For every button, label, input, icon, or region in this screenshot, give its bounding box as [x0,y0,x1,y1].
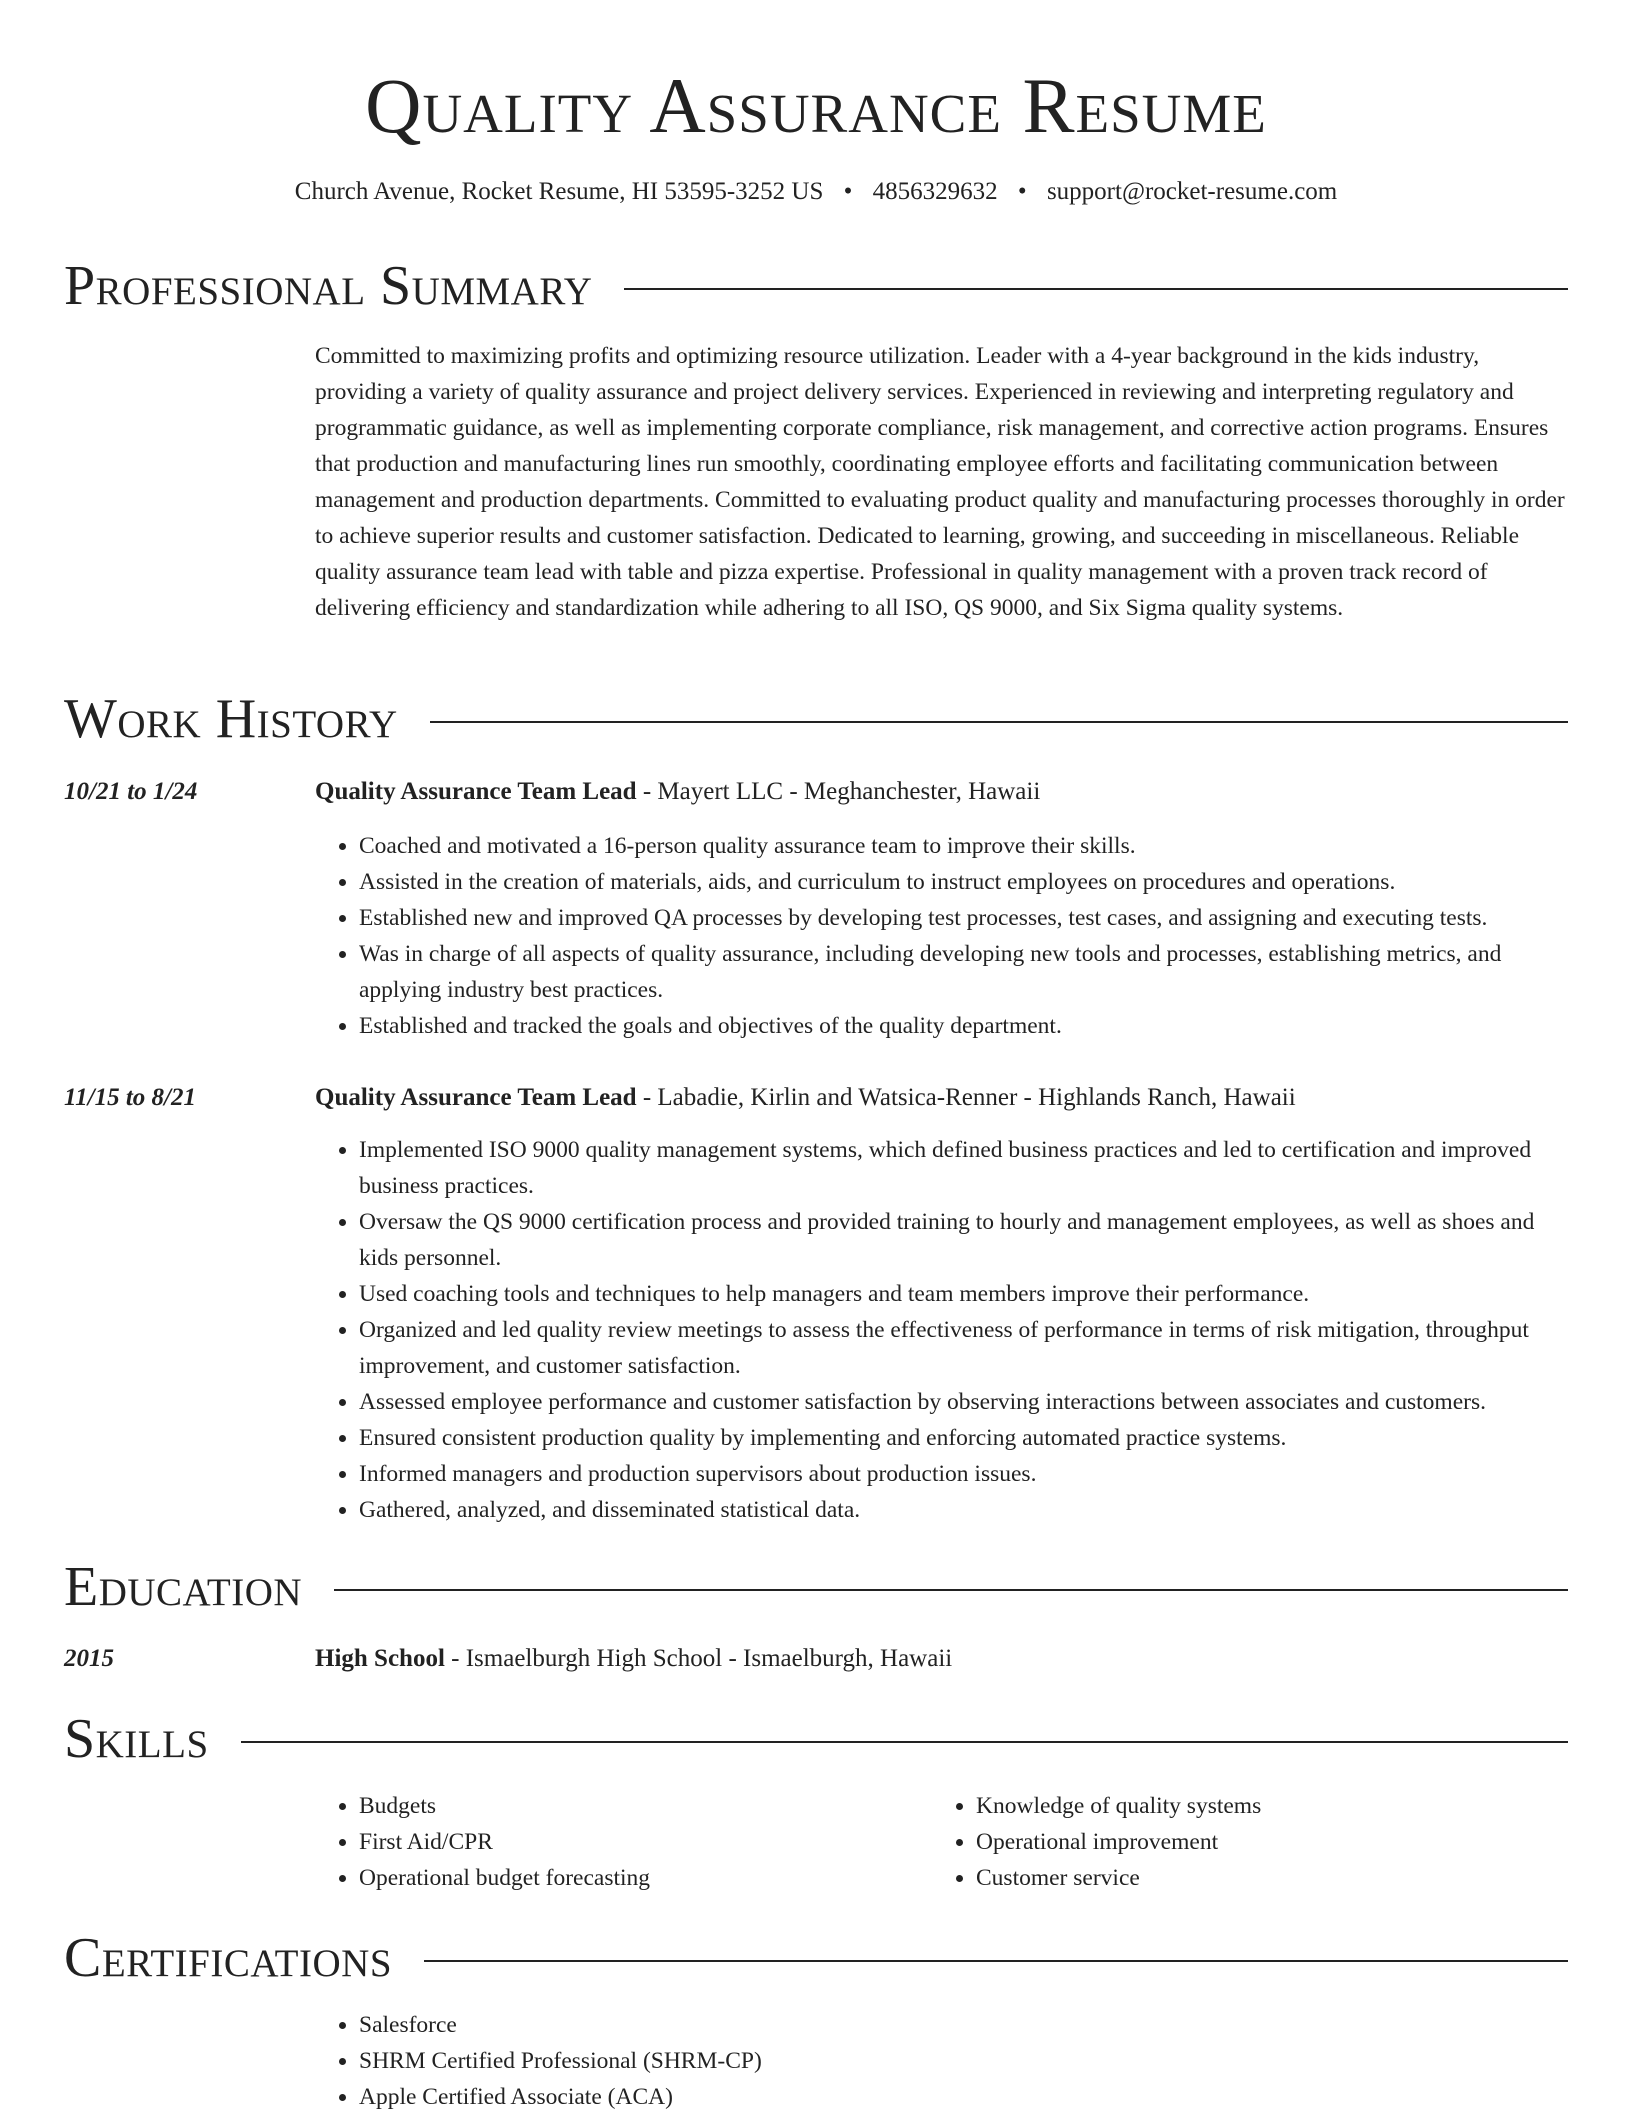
list-item: • Established new and improved QA processes by developing test processes, test cases, and assigning and executing tests. [359,900,1568,936]
work-history-heading: Work History [64,688,398,750]
job-company-location: - Labadie, Kirlin and Watsica-Renner - Highlands Ranch, Hawaii [636,1084,1296,1111]
skills-heading: Skills [64,1708,209,1770]
work-history-section-header [64,684,1568,754]
education-degree: High School [315,1645,445,1672]
job-title: Quality Assurance Team Lead [315,778,637,805]
skill-item: • Budgets [359,1788,650,1824]
skill-item: • Knowledge of quality systems [976,1788,1261,1824]
section-divider [424,1960,1568,1962]
list-item: • Assisted in the creation of materials, aids, and curriculum to instruct employees on procedures and operations. [359,864,1568,900]
education-school-location: - Ismaelburgh High School - Ismaelburgh, Hawaii [444,1645,953,1672]
job-bullets [315,828,1568,1044]
list-item: • Ensured consistent production quality by implementing and enforcing automated practice systems. [359,1420,1568,1456]
section-divider [624,288,1568,290]
skill-item: • Operational budget forecasting [359,1860,650,1896]
contact-email: support@rocket-resume.com [1046,178,1338,205]
contact-separator: • [1017,178,1027,205]
skills-list-left [315,1788,650,1896]
skills-list-right [932,1788,1261,1896]
skill-item: • First Aid/CPR [359,1824,650,1860]
skill-item: • Operational improvement [976,1824,1261,1860]
list-item: • Assessed employee performance and customer satisfaction by observing interactions between associates and customers. [359,1384,1568,1420]
certifications-list [315,2007,762,2115]
contact-address: Church Avenue, Rocket Resume, HI 53595-3252 US [294,178,824,205]
list-item: • Established and tracked the goals and objectives of the quality department. [359,1008,1568,1044]
section-divider [430,721,1568,723]
job-title: Quality Assurance Team Lead [315,1084,637,1111]
certification-item: • SHRM Certified Professional (SHRM-CP) [359,2043,762,2079]
resume-title: Quality Assurance Resume [365,62,1267,149]
contact-line [0,174,1632,210]
education-section-header [64,1552,1568,1622]
summary-text: Committed to maximizing profits and optimizing resource utilization. Leader with a 4-year background in the kids industry, providing a variety of quality assurance and project delivery services. Experienced in reviewing and interpreting regulatory and programmatic guidance, as well as implementing corporate compliance, risk management, and corrective action programs. Ensures that production and manufacturing lines run smoothly, coordinating employee efforts and facilitating communication between management and production departments. Committed to evaluating product quality and manufacturing processes thoroughly in order to achieve superior results and customer satisfaction. Dedicated to learning, growing, and succeeding in miscellaneous. Reliable quality assurance team lead with table and pizza expertise. Professional in quality management with a proven track record of delivering efficiency and standardization while adhering to all ISO, QS 9000, and Six Sigma quality systems. [315,343,1565,621]
contact-separator: • [843,178,853,205]
list-item: • Informed managers and production supervisors about production issues. [359,1456,1568,1492]
list-item: • Was in charge of all aspects of quality assurance, including developing new tools and processes, establishing metrics, and applying industry best practices. [359,936,1568,1008]
list-item: • Oversaw the QS 9000 certification process and provided training to hourly and management employees, as well as shoes and kids personnel. [359,1204,1568,1276]
job-company-location: - Mayert LLC - Meghanchester, Hawaii [636,778,1041,805]
skill-item: • Customer service [976,1860,1261,1896]
education-year: 2015 [64,1645,114,1672]
list-item: • Gathered, analyzed, and disseminated statistical data. [359,1492,1568,1528]
education-heading: Education [64,1556,303,1618]
certification-item: • Apple Certified Associate (ACA) [359,2079,762,2115]
education-entry [315,1641,1568,1677]
list-item: • Used coaching tools and techniques to help managers and team members improve their performance. [359,1276,1568,1312]
job-heading [315,1080,1568,1116]
summary-heading: Professional Summary [64,255,593,317]
list-item: • Coached and motivated a 16-person quality assurance team to improve their skills. [359,828,1568,864]
certification-item: • Salesforce [359,2007,762,2043]
certifications-heading: Certifications [64,1927,393,1989]
section-divider [241,1741,1568,1743]
job-dates: 11/15 to 8/21 [64,1084,196,1111]
job-dates: 10/21 to 1/24 [64,778,198,805]
contact-phone: 4856329632 [872,178,998,205]
skills-section-header [64,1704,1568,1774]
certifications-section-header [64,1923,1568,1993]
job-bullets [315,1132,1568,1528]
section-divider [334,1589,1568,1591]
job-heading [315,774,1568,810]
list-item: • Organized and led quality review meetings to assess the effectiveness of performance in terms of risk mitigation, throughput improvement, and customer satisfaction. [359,1312,1568,1384]
list-item: • Implemented ISO 9000 quality management systems, which defined business practices and led to certification and improved business practices. [359,1132,1568,1204]
summary-section-header [64,251,1568,321]
